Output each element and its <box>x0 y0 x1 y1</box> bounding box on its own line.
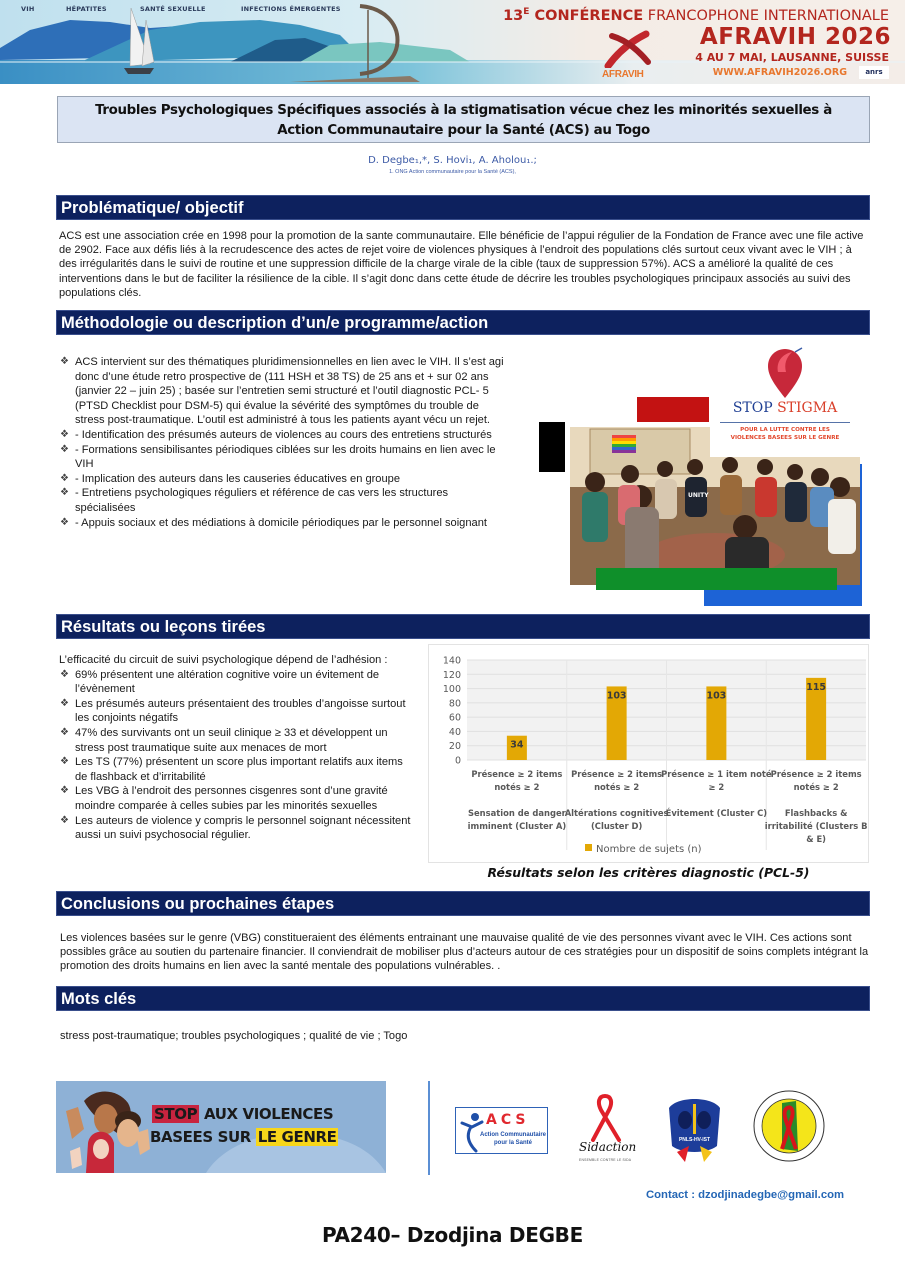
diamond-bullet-icon: ❖ <box>60 472 69 484</box>
stop-stigma-title <box>710 400 860 416</box>
stop-violences-illustration <box>56 1081 386 1173</box>
decor-black-block <box>539 422 565 472</box>
stop-violences-banner <box>56 1081 386 1173</box>
y-tick-label: 140 <box>442 655 461 667</box>
conclusions-text: Les violences basées sur le genre (VBG) constitueraient des éléments entrainant une mauvaise qualité de vie des personnes vivant avec le VIH. Ces actions sont possibles grâce au soutien du partenaire financier. Il conviendrait de mobiliser plus d’acteurs autour de ces stratégies pour un dispositif de soins complets intégrant la promotion des droits humains en lien avec la santé mentale des populations vulnérables. . <box>60 932 869 973</box>
x-category-label: Présence ≥ 2 items <box>471 769 563 779</box>
resultats-item <box>59 784 414 813</box>
stop-stigma-subtitle-line2: VIOLENCES BASEES SUR LE GENRE <box>730 435 840 441</box>
stop-stigma-subtitle-line1: POUR LA LUTTE CONTRE LES <box>740 427 830 433</box>
methodologie-item-text: - Identification des présumés auteurs de violences au cours des entretiens structurés <box>75 428 492 441</box>
diamond-bullet-icon: ❖ <box>60 356 69 367</box>
ribbon-icon <box>600 28 652 68</box>
y-tick-label: 80 <box>448 698 461 710</box>
acs-logo <box>455 1107 548 1154</box>
resultats-item <box>59 668 414 697</box>
methodologie-item <box>59 486 504 515</box>
conference-banner <box>0 0 905 84</box>
stop-word: STOP <box>732 400 773 416</box>
stop-stigma-subtitle <box>710 426 860 442</box>
conference-word: CONFÉRENCE <box>534 7 644 24</box>
diamond-bullet-icon: ❖ <box>60 726 69 738</box>
resultats-item-text: Les présumés auteurs présentaient des troubles d’angoisse surtout les conjoints négatifs <box>75 697 406 725</box>
anrs-logo: anrs <box>859 66 889 79</box>
stop-banner-line2 <box>150 1128 338 1146</box>
section-header-resultats: Résultats ou leçons tirées <box>56 614 870 639</box>
acs-logo-line1: Action Communautaire <box>480 1132 547 1138</box>
methodologie-item-text: ACS intervient sur des thématiques pluridimensionnelles en lien avec le VIH. Il s’est agi donc d’une étude retro prospective de (111 HSH et 38 TS) de 25 ans et + sur 02 ans (janvier 22 – juin 25) ; basée sur l’entretien semi structuré et l’outil diagnostic PCL- 5 (PTSD Checklist pour DSM-5) qui évalue la sévérité des symptômes du trouble de stress post-traumatique. L’outil est administré à tous les patients ayant vécu un rejet. <box>75 356 504 427</box>
diamond-bullet-icon: ❖ <box>60 443 69 455</box>
methodologie-item-text: - Formations sensibilisantes périodiques ciblées sur les droits humains en lien avec le VIH <box>75 443 496 471</box>
pcl5-bar-chart <box>428 644 869 863</box>
resultats-text-block <box>59 653 414 843</box>
bar-data-label: 103 <box>706 690 727 702</box>
section-header-methodologie: Méthodologie ou description d’un/e programme/action <box>56 310 870 335</box>
bar-data-label: 103 <box>606 690 627 702</box>
x-category-label: imminent (Cluster A) <box>467 821 567 831</box>
topic-vih: VIH <box>21 5 35 13</box>
poster-title-line1: Troubles Psychologiques Spécifiques associés à la stigmatisation vécue chez les minorités sexuelles à <box>95 103 832 118</box>
decor-red-block <box>637 397 709 422</box>
resultats-item-text: 69% présentent une altération cognitive voire un évitement de l’évènement <box>75 668 380 696</box>
stop-banner-line1-rest: AUX VIOLENCES <box>199 1105 334 1123</box>
conference-name: AFRAVIH 2026 <box>699 24 891 50</box>
affiliation: 1. ONG Action communautaire pour la Santé (ACS), <box>389 169 516 175</box>
resultats-list <box>59 668 414 843</box>
conference-website[interactable]: WWW.AFRAVIH2026.ORG <box>712 67 847 78</box>
resultats-intro: L’efficacité du circuit de suivi psychologique dépend de l’adhésion : <box>59 654 388 666</box>
acs-logo-text: ACS <box>486 1112 530 1128</box>
contact-email[interactable]: Contact : dzodjinadegbe@gmail.com <box>646 1189 845 1201</box>
x-category-label: ≥ 2 <box>708 782 725 792</box>
x-category-label: Évitement (Cluster C) <box>665 808 768 818</box>
sidaction-logo-text: Sidaction <box>579 1140 637 1154</box>
conference-type: FRANCOPHONE INTERNATIONALE <box>647 7 889 24</box>
y-tick-label: 0 <box>454 755 461 767</box>
conference-ordinal-line <box>503 7 889 24</box>
y-tick-label: 60 <box>448 712 461 724</box>
section-header-problematique: Problématique/ objectif <box>56 195 870 220</box>
topic-infections-emergentes: INFECTIONS ÉMERGENTES <box>241 5 341 13</box>
x-category-label: irritabilité (Clusters B <box>764 821 868 831</box>
resultats-item <box>59 726 414 755</box>
pnls-emblem-icon <box>667 1090 722 1162</box>
authors: D. Degbe₁,*, S. Hovi₁, A. Aholou₁.; <box>368 155 537 166</box>
resultats-item-text: 47% des survivants ont un seuil clinique ≥ 33 et développent un stress post traumatique suite aux menaces de mort <box>75 726 388 754</box>
diamond-bullet-icon: ❖ <box>60 814 69 826</box>
conference-dates: 4 AU 7 MAI, LAUSANNE, SUISSE <box>695 51 889 64</box>
pnls-logo <box>667 1090 722 1162</box>
section-header-conclusions: Conclusions ou prochaines étapes <box>56 891 870 916</box>
y-tick-label: 40 <box>448 726 461 738</box>
x-category-label: Présence ≥ 2 items <box>571 769 663 779</box>
bar-data-label: 34 <box>510 739 524 751</box>
x-category-label: & E) <box>806 834 827 844</box>
shirt-text: UNITY <box>688 492 709 499</box>
x-category-label: notés ≥ 2 <box>793 782 839 792</box>
methodologie-item-text: - Appuis sociaux et des médiations à domicile périodiques par le personnel soignant <box>75 516 487 529</box>
diamond-bullet-icon: ❖ <box>60 428 69 440</box>
resultats-item-text: Les TS (77%) présentent un score plus important relatifs aux items de flashback et d’irritabilité <box>75 756 403 783</box>
y-tick-label: 20 <box>448 741 461 753</box>
cnls-seal-icon <box>752 1087 827 1165</box>
topic-hepatites: HÉPATITES <box>66 5 107 13</box>
resultats-item-text: Les auteurs de violence y compris le personnel soignant nécessitent aussi un suivi psychosocial régulier. <box>75 814 411 842</box>
legend-swatch <box>585 844 592 851</box>
methodologie-item-text: - Entretiens psychologiques réguliers et référence de cas vers les structures spécialisées <box>75 487 449 514</box>
methodologie-item <box>59 443 504 472</box>
diamond-bullet-icon: ❖ <box>60 785 69 797</box>
stop-stigma-card <box>710 344 860 457</box>
methodologie-item <box>59 355 504 428</box>
stop-banner-line2-start: BASEES SUR <box>150 1128 256 1146</box>
diamond-bullet-icon: ❖ <box>60 668 69 680</box>
red-ribbon-icon <box>575 1092 637 1142</box>
y-tick-label: 120 <box>442 669 461 681</box>
conference-ordinal: 13 <box>503 7 524 24</box>
pcl5-bar-chart-svg <box>429 645 870 864</box>
location-pin-icon <box>710 344 860 400</box>
legend-label: Nombre de sujets (n) <box>596 844 702 855</box>
x-category-label: Sensation de danger <box>467 808 566 818</box>
diamond-bullet-icon: ❖ <box>60 756 69 768</box>
stop-highlight: STOP <box>154 1105 198 1123</box>
x-category-label: Altérations cognitives <box>564 808 669 818</box>
chart-caption: Résultats selon les critères diagnostic (PCL-5) <box>487 865 810 880</box>
x-category-label: Présence ≥ 1 item noté <box>661 769 772 779</box>
sidaction-logo <box>575 1092 637 1170</box>
x-category-label: Présence ≥ 2 items <box>770 769 862 779</box>
x-category-label: (Cluster D) <box>590 821 643 831</box>
acs-logo-line2: pour la Santé <box>494 1140 533 1146</box>
diamond-bullet-icon: ❖ <box>60 516 69 528</box>
conference-ordinal-sup: E <box>523 7 530 17</box>
x-category-label: notés ≥ 2 <box>494 782 540 792</box>
methodologie-item <box>59 428 504 443</box>
cnls-togo-seal <box>752 1087 827 1165</box>
stop-stigma-collage <box>538 340 868 610</box>
y-tick-label: 100 <box>442 684 461 696</box>
diamond-bullet-icon: ❖ <box>60 487 69 499</box>
poster-title-line2: Action Communautaire pour la Santé (ACS) au Togo <box>277 123 650 138</box>
topic-sante-sexuelle: SANTÉ SEXUELLE <box>140 5 206 13</box>
x-category-label: notés ≥ 2 <box>594 782 640 792</box>
resultats-item <box>59 697 414 726</box>
footer-divider <box>428 1081 430 1175</box>
x-category-label: Flashbacks & <box>784 808 848 818</box>
resultats-item <box>59 755 414 784</box>
afravih-logo-text: AFRAVIH <box>602 69 644 80</box>
resultats-item-text: Les VBG à l’endroit des personnes cisgenres sont d’une gravité moindre comparée à celles subies par les minorités sexuelles <box>75 785 388 812</box>
afravih-ribbon-logo <box>600 28 652 80</box>
methodologie-item <box>59 516 504 531</box>
keywords-text: stress post-traumatique; troubles psychologiques ; qualité de vie ; Togo <box>60 1030 408 1042</box>
methodologie-item-text: - Implication des auteurs dans les causeries éducatives en groupe <box>75 472 400 485</box>
resultats-item <box>59 814 414 843</box>
poster-id: PA240– Dzodjina DEGBE <box>321 1223 583 1247</box>
bar-data-label: 115 <box>806 681 827 693</box>
stigma-word: STIGMA <box>777 400 838 416</box>
pnls-logo-text: PNLS-HV-IST <box>678 1137 711 1143</box>
methodologie-list <box>59 355 504 530</box>
problematique-text: ACS est une association crée en 1998 pour la promotion de la sante communautaire. Elle bénéficie de l’appui régulier de la Fondation de France avec une file active de 2902. Face aux défis liés à la recrudescence des actes de rejet voire de violences physiques à l’endroit des populations clés surtout ceux vivant avec le VIH ; à des irrégularités dans le suivi de routine et une suppression difficile de la charge virale de la cible (taux de suppression 57%). ACS a amélioré la qualité de ces interventions dans le but de faciliter la résilience de la cible. Il s’agit donc dans cette étude de décrire les troubles psychologiques principaux associés au suivi des populations clés. <box>59 230 864 299</box>
diamond-bullet-icon: ❖ <box>60 697 69 709</box>
section-header-mots-cles: Mots clés <box>56 986 870 1011</box>
sidaction-tagline: ENSEMBLE CONTRE LE SIDA <box>579 1158 632 1162</box>
poster-title <box>57 96 870 143</box>
genre-highlight: LE GENRE <box>257 1128 337 1146</box>
stop-banner-line1 <box>152 1105 333 1123</box>
decor-green-block <box>596 568 837 590</box>
methodologie-item <box>59 472 504 487</box>
stop-stigma-rule <box>720 422 850 423</box>
